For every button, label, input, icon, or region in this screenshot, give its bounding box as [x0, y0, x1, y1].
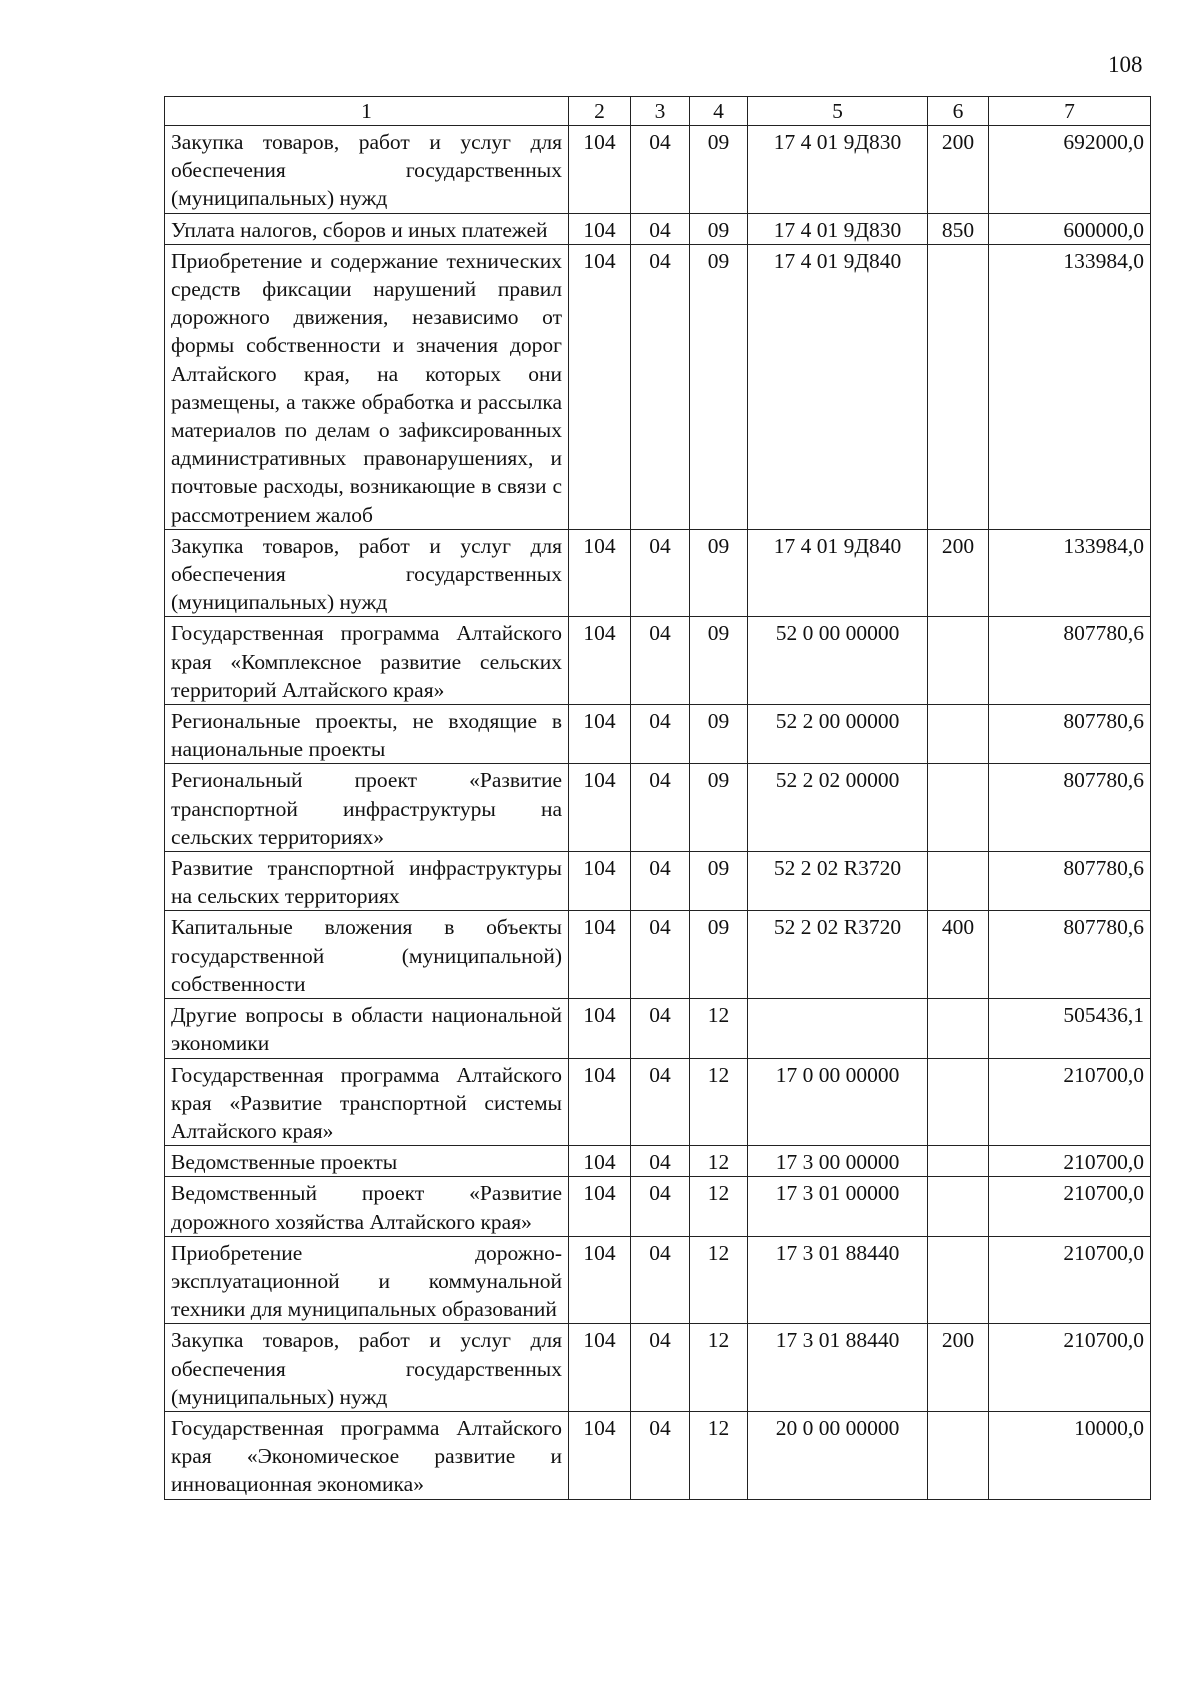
section-code-cell: 04 [631, 1236, 690, 1324]
section-code-cell: 04 [631, 1324, 690, 1412]
expense-type-cell [928, 1177, 989, 1236]
expense-type-cell [928, 764, 989, 852]
table-row [165, 1146, 1151, 1177]
subsection-code-cell: 12 [690, 1411, 748, 1499]
subsection-code-cell: 12 [690, 1177, 748, 1236]
amount-cell: 807780,6 [989, 911, 1151, 999]
table-row [165, 1324, 1151, 1412]
expense-name-cell: Региональный проект «Развитие транспортной инфраструктуры на сельских территориях» [165, 764, 569, 852]
expense-name-cell: Государственная программа Алтайского края «Комплексное развитие сельских территорий Алтайского края» [165, 617, 569, 705]
table-row [165, 911, 1151, 999]
target-article-cell: 17 4 01 9Д840 [748, 244, 928, 529]
subsection-code-cell: 09 [690, 244, 748, 529]
page-number: 108 [1108, 52, 1143, 77]
section-code-cell: 04 [631, 529, 690, 617]
amount-cell: 807780,6 [989, 705, 1151, 764]
header-col-4: 4 [690, 97, 748, 126]
amount-cell: 133984,0 [989, 529, 1151, 617]
subsection-code-cell: 09 [690, 529, 748, 617]
section-code-cell: 04 [631, 1146, 690, 1177]
expense-type-cell [928, 852, 989, 911]
section-code-cell: 04 [631, 1177, 690, 1236]
target-article-cell: 52 0 00 00000 [748, 617, 928, 705]
department-code-cell: 104 [569, 1236, 631, 1324]
target-article-cell: 17 0 00 00000 [748, 1058, 928, 1146]
header-col-6: 6 [928, 97, 989, 126]
amount-cell: 807780,6 [989, 852, 1151, 911]
target-article-cell: 17 4 01 9Д840 [748, 529, 928, 617]
expense-name-cell: Развитие транспортной инфраструктуры на сельских территориях [165, 852, 569, 911]
subsection-code-cell: 12 [690, 999, 748, 1058]
amount-cell: 210700,0 [989, 1058, 1151, 1146]
table-row [165, 529, 1151, 617]
amount-cell: 692000,0 [989, 126, 1151, 214]
department-code-cell: 104 [569, 529, 631, 617]
expense-type-cell [928, 617, 989, 705]
subsection-code-cell: 09 [690, 126, 748, 214]
section-code-cell: 04 [631, 1411, 690, 1499]
table-body [165, 126, 1151, 1500]
subsection-code-cell: 09 [690, 911, 748, 999]
amount-cell: 807780,6 [989, 617, 1151, 705]
subsection-code-cell: 12 [690, 1146, 748, 1177]
section-code-cell: 04 [631, 852, 690, 911]
table-row [165, 852, 1151, 911]
section-code-cell: 04 [631, 126, 690, 214]
subsection-code-cell: 09 [690, 213, 748, 244]
expense-type-cell: 200 [928, 529, 989, 617]
section-code-cell: 04 [631, 764, 690, 852]
expense-name-cell: Ведомственные проекты [165, 1146, 569, 1177]
header-col-2: 2 [569, 97, 631, 126]
expense-type-cell: 200 [928, 126, 989, 214]
amount-cell: 600000,0 [989, 213, 1151, 244]
target-article-cell: 17 3 00 00000 [748, 1146, 928, 1177]
expense-type-cell: 850 [928, 213, 989, 244]
table-row [165, 705, 1151, 764]
table-row [165, 617, 1151, 705]
expense-name-cell: Приобретение и содержание технических средств фиксации нарушений правил дорожного движения, независимо от формы собственности и значения дорог Алтайского края, на которых они размещены, а также обработка и рассылка материалов по делам о зафиксированных административных правонарушениях, и почтовые расходы, возникающие в связи с рассмотрением жалоб [165, 244, 569, 529]
department-code-cell: 104 [569, 213, 631, 244]
expense-type-cell [928, 1411, 989, 1499]
department-code-cell: 104 [569, 1324, 631, 1412]
target-article-cell: 17 3 01 00000 [748, 1177, 928, 1236]
table-header [165, 97, 1151, 126]
target-article-cell: 52 2 02 R3720 [748, 911, 928, 999]
expense-type-cell [928, 1058, 989, 1146]
expense-type-cell [928, 1146, 989, 1177]
department-code-cell: 104 [569, 1058, 631, 1146]
section-code-cell: 04 [631, 705, 690, 764]
header-col-5: 5 [748, 97, 928, 126]
subsection-code-cell: 12 [690, 1236, 748, 1324]
section-code-cell: 04 [631, 1058, 690, 1146]
table-row [165, 999, 1151, 1058]
target-article-cell: 17 3 01 88440 [748, 1324, 928, 1412]
expense-name-cell: Закупка товаров, работ и услуг для обеспечения государственных (муниципальных) нужд [165, 1324, 569, 1412]
table-row [165, 213, 1151, 244]
expense-name-cell: Уплата налогов, сборов и иных платежей [165, 213, 569, 244]
department-code-cell: 104 [569, 1146, 631, 1177]
department-code-cell: 104 [569, 999, 631, 1058]
expense-name-cell: Закупка товаров, работ и услуг для обеспечения государственных (муниципальных) нужд [165, 126, 569, 214]
amount-cell: 807780,6 [989, 764, 1151, 852]
expense-name-cell: Ведомственный проект «Развитие дорожного хозяйства Алтайского края» [165, 1177, 569, 1236]
header-col-1: 1 [165, 97, 569, 126]
department-code-cell: 104 [569, 126, 631, 214]
amount-cell: 210700,0 [989, 1177, 1151, 1236]
amount-cell: 210700,0 [989, 1146, 1151, 1177]
budget-table [164, 96, 1151, 1500]
table-row [165, 764, 1151, 852]
expense-type-cell [928, 1236, 989, 1324]
header-row [165, 97, 1151, 126]
amount-cell: 210700,0 [989, 1324, 1151, 1412]
amount-cell: 133984,0 [989, 244, 1151, 529]
department-code-cell: 104 [569, 852, 631, 911]
section-code-cell: 04 [631, 617, 690, 705]
table-row [165, 1236, 1151, 1324]
table-row [165, 1058, 1151, 1146]
department-code-cell: 104 [569, 705, 631, 764]
subsection-code-cell: 09 [690, 764, 748, 852]
section-code-cell: 04 [631, 999, 690, 1058]
department-code-cell: 104 [569, 764, 631, 852]
target-article-cell: 17 4 01 9Д830 [748, 213, 928, 244]
header-col-3: 3 [631, 97, 690, 126]
expense-name-cell: Региональные проекты, не входящие в национальные проекты [165, 705, 569, 764]
expense-type-cell: 400 [928, 911, 989, 999]
expense-name-cell: Другие вопросы в области национальной экономики [165, 999, 569, 1058]
table-row [165, 1411, 1151, 1499]
target-article-cell: 17 3 01 88440 [748, 1236, 928, 1324]
section-code-cell: 04 [631, 911, 690, 999]
subsection-code-cell: 09 [690, 617, 748, 705]
header-col-7: 7 [989, 97, 1151, 126]
expense-type-cell [928, 705, 989, 764]
expense-type-cell: 200 [928, 1324, 989, 1412]
department-code-cell: 104 [569, 244, 631, 529]
expense-name-cell: Государственная программа Алтайского края «Развитие транспортной системы Алтайского края» [165, 1058, 569, 1146]
amount-cell: 505436,1 [989, 999, 1151, 1058]
target-article-cell: 17 4 01 9Д830 [748, 126, 928, 214]
amount-cell: 210700,0 [989, 1236, 1151, 1324]
expense-name-cell: Капитальные вложения в объекты государственной (муниципальной) собственности [165, 911, 569, 999]
department-code-cell: 104 [569, 1177, 631, 1236]
table-row [165, 1177, 1151, 1236]
target-article-cell: 52 2 02 R3720 [748, 852, 928, 911]
expense-name-cell: Приобретение дорожно-эксплуатационной и коммунальной техники для муниципальных образований [165, 1236, 569, 1324]
department-code-cell: 104 [569, 617, 631, 705]
department-code-cell: 104 [569, 1411, 631, 1499]
target-article-cell: 52 2 02 00000 [748, 764, 928, 852]
expense-name-cell: Закупка товаров, работ и услуг для обеспечения государственных (муниципальных) нужд [165, 529, 569, 617]
amount-cell: 10000,0 [989, 1411, 1151, 1499]
section-code-cell: 04 [631, 213, 690, 244]
table-row [165, 244, 1151, 529]
target-article-cell [748, 999, 928, 1058]
target-article-cell: 20 0 00 00000 [748, 1411, 928, 1499]
section-code-cell: 04 [631, 244, 690, 529]
subsection-code-cell: 09 [690, 705, 748, 764]
target-article-cell: 52 2 00 00000 [748, 705, 928, 764]
expense-name-cell: Государственная программа Алтайского края «Экономическое развитие и инновационная экономика» [165, 1411, 569, 1499]
subsection-code-cell: 12 [690, 1324, 748, 1412]
expense-type-cell [928, 244, 989, 529]
expense-type-cell [928, 999, 989, 1058]
table-row [165, 126, 1151, 214]
subsection-code-cell: 09 [690, 852, 748, 911]
subsection-code-cell: 12 [690, 1058, 748, 1146]
department-code-cell: 104 [569, 911, 631, 999]
